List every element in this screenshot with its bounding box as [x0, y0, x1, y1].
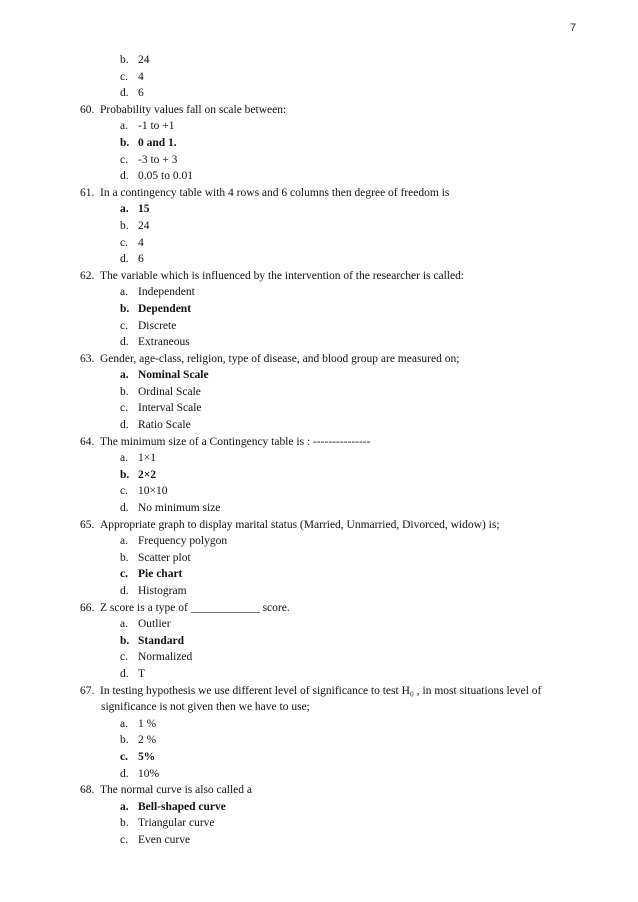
option-letter: c. [120, 402, 128, 415]
option-text: 1×1 [138, 452, 156, 465]
answer-option [0, 218, 638, 235]
option-letter: d. [120, 767, 129, 780]
option-text: Standard [138, 634, 185, 647]
option-text: 10% [138, 767, 160, 780]
option-letter: d. [120, 170, 129, 183]
option-letter: a. [120, 369, 129, 382]
option-letter: c. [120, 319, 128, 332]
option-letter: a. [120, 452, 128, 465]
question-number: 60. [80, 103, 95, 116]
answer-option [0, 815, 638, 832]
question [0, 600, 638, 617]
question-text: The variable which is influenced by the intervention of the researcher is called: [100, 269, 465, 282]
option-letter: d. [120, 667, 129, 680]
option-text: Triangular curve [138, 817, 215, 830]
option-letter: a. [120, 618, 128, 631]
question-text: The normal curve is also called a [100, 784, 252, 797]
option-letter: a. [120, 800, 129, 813]
question [0, 517, 638, 534]
option-text: Histogram [138, 585, 187, 597]
answer-option [0, 666, 638, 683]
answer-option [0, 384, 638, 401]
question [0, 351, 638, 368]
answer-option [0, 799, 638, 816]
option-letter: c. [120, 70, 128, 83]
answer-option [0, 85, 638, 102]
option-letter: c. [120, 568, 128, 581]
option-letter: b. [120, 219, 129, 232]
option-text: 2×2 [138, 468, 157, 481]
option-text: 24 [138, 219, 150, 232]
option-text: -1 to +1 [138, 120, 175, 133]
option-letter: d. [120, 585, 129, 597]
option-letter: a. [120, 120, 128, 133]
option-text: 6 [138, 253, 144, 266]
answer-option [0, 284, 638, 301]
option-text: Normalized [138, 651, 193, 664]
answer-option [0, 716, 638, 733]
option-text: 6 [138, 87, 144, 100]
option-letter: c. [120, 750, 128, 763]
option-text: Dependent [138, 302, 192, 315]
option-letter: a. [120, 286, 128, 299]
option-text: Extraneous [138, 336, 190, 349]
option-letter: b. [120, 634, 130, 647]
question-text: The minimum size of a Contingency table is : --------------- [100, 435, 371, 448]
option-letter: d. [120, 419, 129, 432]
question-number: 66. [80, 601, 95, 614]
answer-option [0, 583, 638, 600]
answer-option [0, 168, 638, 185]
answer-option [0, 450, 638, 467]
option-text: 5% [138, 750, 156, 763]
question [0, 434, 638, 451]
answer-option [0, 334, 638, 351]
option-text: Bell-shaped curve [138, 800, 226, 813]
page-number: 7 [570, 22, 577, 34]
option-letter: c. [120, 153, 128, 166]
answer-option [0, 201, 638, 218]
question-number: 67. [80, 684, 95, 697]
question [0, 268, 638, 285]
option-letter: c. [120, 236, 128, 249]
option-letter: d. [120, 336, 129, 349]
answer-option [0, 235, 638, 252]
question-text: Probability values fall on scale between: [100, 103, 287, 116]
quiz-content [0, 52, 638, 849]
question-number: 61. [80, 186, 95, 199]
option-text: Even curve [138, 833, 191, 846]
option-letter: c. [120, 485, 128, 498]
option-letter: b. [120, 302, 130, 315]
option-text: 4 [138, 236, 144, 249]
question [0, 102, 638, 119]
option-letter: b. [120, 54, 129, 66]
option-letter: b. [120, 817, 129, 830]
question-text: In testing hypothesis we use different level of significance to test H₀ , in most situations level of [100, 684, 542, 697]
option-letter: d. [120, 87, 129, 100]
answer-option [0, 749, 638, 766]
answer-option [0, 832, 638, 849]
option-text: T [138, 667, 146, 680]
answer-option [0, 251, 638, 268]
answer-option [0, 550, 638, 567]
option-text: 10×10 [138, 485, 168, 498]
answer-option [0, 400, 638, 417]
answer-option [0, 483, 638, 500]
option-letter: b. [120, 468, 130, 481]
option-text: Ratio Scale [138, 419, 191, 432]
answer-option [0, 633, 638, 650]
answer-option [0, 52, 638, 69]
answer-option [0, 417, 638, 434]
option-text: Outlier [138, 618, 171, 631]
question-number: 63. [80, 352, 95, 365]
option-letter: a. [120, 203, 129, 216]
option-text: Discrete [138, 319, 177, 332]
answer-option [0, 135, 638, 152]
answer-option [0, 616, 638, 633]
option-letter: a. [120, 717, 128, 730]
option-letter: b. [120, 734, 129, 747]
option-text: -3 to + 3 [138, 153, 178, 166]
option-text: 1 % [138, 717, 157, 730]
answer-option [0, 301, 638, 318]
option-text: 0.05 to 0.01 [138, 170, 193, 183]
question-text: Appropriate graph to display marital status (Married, Unmarried, Divorced, widow) is; [100, 518, 500, 531]
option-text: Scatter plot [138, 551, 191, 564]
answer-option [0, 367, 638, 384]
option-text: No minimum size [138, 502, 221, 515]
option-letter: b. [120, 551, 129, 564]
question-text-continued: significance is not given then we have to use; [101, 701, 310, 714]
option-letter: d. [120, 502, 129, 515]
option-letter: a. [120, 535, 128, 548]
answer-option [0, 766, 638, 783]
question-text: Z score is a type of ____________ score. [100, 601, 290, 614]
option-text: Pie chart [138, 568, 183, 581]
answer-option [0, 732, 638, 749]
option-text: 0 and 1. [138, 136, 177, 149]
answer-option [0, 118, 638, 135]
answer-option [0, 318, 638, 335]
answer-option [0, 533, 638, 550]
option-letter: c. [120, 833, 128, 846]
option-letter: c. [120, 651, 128, 664]
option-text: Independent [138, 286, 195, 299]
option-letter: b. [120, 385, 129, 398]
option-text: Interval Scale [138, 402, 202, 415]
option-letter: b. [120, 136, 130, 149]
question-number: 64. [80, 435, 95, 448]
answer-option [0, 69, 638, 86]
option-text: 4 [138, 70, 144, 83]
option-text: 24 [138, 54, 150, 66]
question-number: 62. [80, 269, 95, 282]
answer-option [0, 467, 638, 484]
option-text: Ordinal Scale [138, 385, 201, 398]
question-text: In a contingency table with 4 rows and 6 columns then degree of freedom is [100, 186, 450, 199]
question [0, 782, 638, 799]
option-text: 15 [138, 203, 150, 216]
question-number: 65. [80, 518, 95, 531]
question-number: 68. [80, 784, 95, 797]
option-text: Nominal Scale [138, 369, 209, 382]
question-text: Gender, age-class, religion, type of disease, and blood group are measured on; [100, 352, 460, 365]
option-text: Frequency polygon [138, 535, 228, 548]
question [0, 683, 638, 700]
answer-option [0, 152, 638, 169]
answer-option [0, 649, 638, 666]
option-letter: d. [120, 253, 129, 266]
answer-option [0, 500, 638, 517]
answer-option [0, 566, 638, 583]
option-text: 2 % [138, 734, 157, 747]
question [0, 185, 638, 202]
